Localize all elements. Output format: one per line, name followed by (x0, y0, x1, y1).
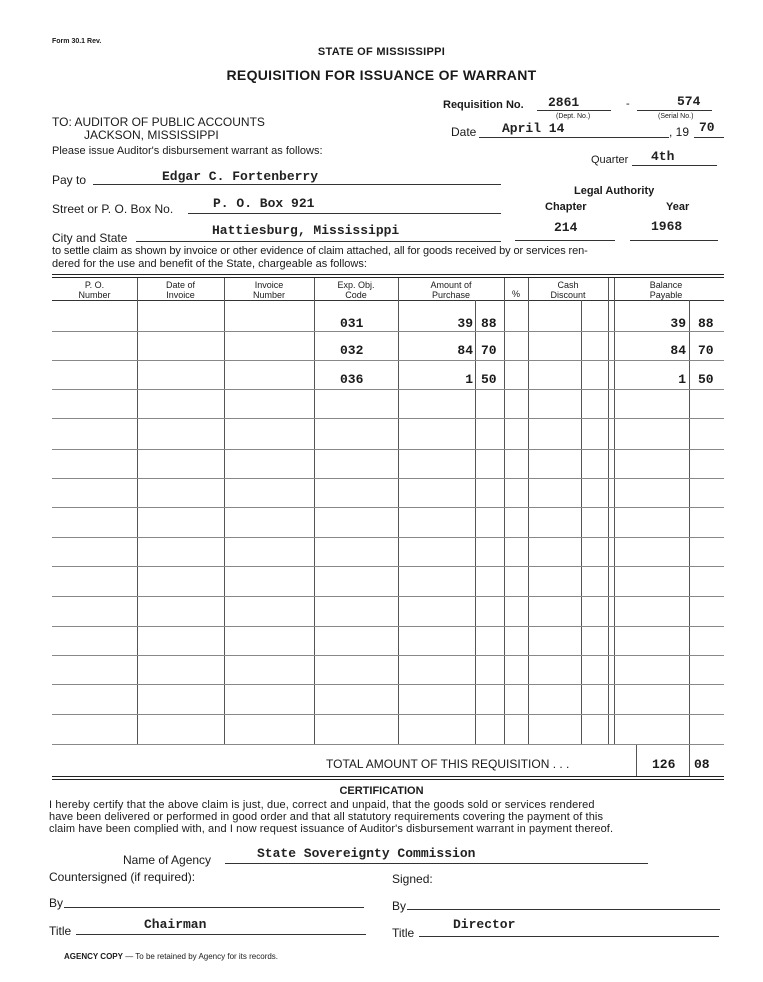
claim-text-1: to settle claim as shown by invoice or other evidence of claim attached, all for goods received by or services ren- (52, 245, 588, 257)
table-row-line (52, 331, 724, 332)
row-3-amount-dollars: 1 (465, 372, 473, 387)
table-row-line (52, 626, 724, 627)
table-row-line (52, 507, 724, 508)
serial-no-caption: (Serial No.) (658, 113, 694, 120)
col-header-cash-discount: Cash Discount (550, 280, 586, 300)
row-3-amount-cents: 50 (481, 372, 497, 387)
col-header-date-of-invoice: Date of Invoice (165, 280, 196, 300)
dept-no-caption: (Dept. No.) (556, 113, 591, 120)
chapter-label: Chapter (545, 201, 587, 213)
agency-label: Name of Agency (123, 853, 212, 867)
col-header-invoice-number: Invoice Number (252, 280, 285, 300)
row-3-balance-dollars: 1 (678, 372, 686, 387)
left-title-value: Chairman (144, 917, 207, 932)
col-header-percent: % (511, 289, 520, 299)
left-title-line (76, 934, 366, 935)
agency-line (225, 863, 648, 864)
table-bottom-rule (52, 776, 724, 777)
table-row-line (52, 418, 724, 419)
table-row-line (52, 360, 724, 361)
footer-text: — To be retained by Agency for its records. (122, 952, 279, 961)
col-divider (314, 278, 315, 744)
claim-text-2: dered for the use and benefit of the State, chargeable as follows: (52, 258, 367, 270)
table-row-line (52, 537, 724, 538)
col-divider (137, 278, 138, 744)
footer-bold: AGENCY COPY (64, 952, 123, 961)
row-2-balance-cents: 70 (698, 343, 714, 358)
table-row-line (52, 449, 724, 450)
right-title-label: Title (392, 926, 415, 940)
row-1-balance-dollars: 39 (670, 316, 686, 331)
left-title-label: Title (49, 924, 72, 938)
certification-line-3: claim have been complied with, and I now request issuance of Auditor's disbursement warrant in payment thereof. (49, 823, 614, 835)
chapter-value: 214 (554, 220, 578, 235)
date-line (479, 137, 669, 138)
col-divider (608, 278, 609, 744)
pay-to-line (93, 184, 501, 185)
col-header-po-number: P. O. Number (78, 280, 111, 300)
row-2-amount-dollars: 84 (457, 343, 473, 358)
year-value: 70 (699, 120, 715, 135)
requisition-dash: - (626, 98, 630, 110)
col-header-exp-obj-code: Exp. Obj. Code (337, 280, 375, 300)
row-1-amount-dollars: 39 (457, 316, 473, 331)
form-number: Form 30.1 Rev. (52, 38, 102, 45)
requisition-label: Requisition No. (443, 99, 524, 111)
signed-label: Signed: (392, 872, 433, 886)
dept-no-value: 2861 (548, 95, 580, 110)
street-value: P. O. Box 921 (213, 196, 315, 211)
col-header-balance: Balance Payable (649, 280, 683, 300)
table-row-line (52, 684, 724, 685)
legal-authority-title: Legal Authority (574, 185, 655, 197)
to-line-2: JACKSON, MISSISSIPPI (84, 128, 219, 142)
table-row-line (52, 566, 724, 567)
row-2-balance-dollars: 84 (670, 343, 686, 358)
table-header-rule (52, 300, 724, 301)
city-label: City and State (52, 231, 128, 245)
total-divider (636, 744, 637, 776)
row-2-code: 032 (340, 343, 364, 358)
dept-no-line (537, 110, 611, 111)
countersigned-label: Countersigned (if required): (49, 870, 196, 884)
col-divider (224, 278, 225, 744)
year-line (694, 137, 724, 138)
row-3-balance-cents: 50 (698, 372, 714, 387)
city-value: Hattiesburg, Mississippi (212, 223, 400, 238)
state-heading: STATE OF MISSISSIPPI (317, 46, 446, 58)
left-by-label: By (49, 896, 64, 910)
legal-year-line (630, 240, 718, 241)
row-1-balance-cents: 88 (698, 316, 714, 331)
row-1-amount-cents: 88 (481, 316, 497, 331)
instruction: Please issue Auditor's disbursement warrant as follows: (52, 145, 323, 157)
table-bottom-rule-2 (52, 779, 724, 780)
serial-no-value: 574 (677, 94, 701, 109)
col-header-amount: Amount of Purchase (430, 280, 472, 300)
row-1-code: 031 (340, 316, 364, 331)
certification-title: CERTIFICATION (339, 785, 424, 797)
table-row-line (52, 596, 724, 597)
city-line (136, 241, 501, 242)
table-row-line (52, 714, 724, 715)
pay-to-label: Pay to (52, 173, 87, 187)
col-divider-cents (689, 300, 690, 744)
quarter-line (632, 165, 717, 166)
footer-note (64, 952, 278, 961)
pay-to-value: Edgar C. Fortenberry (162, 169, 319, 184)
row-2-amount-cents: 70 (481, 343, 497, 358)
form-title: REQUISITION FOR ISSUANCE OF WARRANT (226, 67, 537, 83)
street-line (188, 213, 501, 214)
right-title-line (419, 936, 719, 937)
right-by-label: By (392, 899, 407, 913)
left-by-line (64, 907, 364, 908)
quarter-label: Quarter (591, 154, 629, 166)
table-row-line (52, 389, 724, 390)
table-row-line (52, 655, 724, 656)
col-divider-cents (475, 300, 476, 744)
table-row-line (52, 744, 724, 745)
total-label: TOTAL AMOUNT OF THIS REQUISITION . . . (326, 757, 570, 771)
street-label: Street or P. O. Box No. (52, 202, 174, 216)
date-label: Date (451, 125, 477, 139)
col-divider-cents (581, 300, 582, 744)
col-divider (528, 278, 529, 744)
certification-line-2: have been delivered or performed in good order and that all statutory requirements covering the payment of this (49, 811, 604, 823)
agency-value: State Sovereignty Commission (257, 846, 476, 861)
col-divider (504, 278, 505, 744)
legal-year-value: 1968 (651, 219, 683, 234)
right-by-line (407, 909, 720, 910)
quarter-value: 4th (651, 149, 675, 164)
table-row-line (52, 478, 724, 479)
date-value: April 14 (502, 121, 565, 136)
to-line-1: TO: AUDITOR OF PUBLIC ACCOUNTS (52, 115, 265, 129)
chapter-line (515, 240, 615, 241)
serial-no-line (637, 110, 712, 111)
right-title-value: Director (453, 917, 516, 932)
certification-line-1: I hereby certify that the above claim is just, due, correct and unpaid, that the goods sold or services rendered (49, 799, 595, 811)
table-top-rule-2 (52, 277, 724, 278)
year-prefix: , 19 (669, 125, 690, 139)
table-top-rule (52, 274, 724, 275)
total-cents: 08 (694, 757, 710, 772)
total-dollars: 126 (652, 757, 676, 772)
row-3-code: 036 (340, 372, 364, 387)
legal-year-label: Year (666, 201, 690, 213)
total-divider (689, 744, 690, 776)
